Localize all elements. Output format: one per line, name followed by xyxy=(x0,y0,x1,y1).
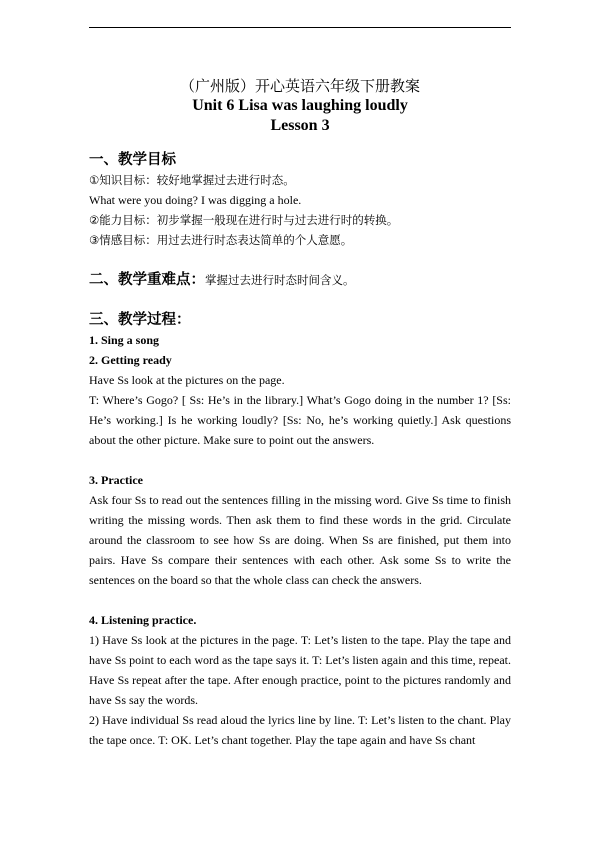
listening-para-2: 2) Have individual Ss read aloud the lyrics line by line. T: Let’s listen to the chant. Play the tape once. T: OK. Let’s chant together. Play the tape again and have Ss chant xyxy=(89,713,511,747)
objective-example: What were you doing? I was digging a hole. xyxy=(89,193,302,207)
objective-ability: ②能力目标：初步掌握一般现在进行时与过去进行时的转换。 xyxy=(89,213,399,227)
key-points-text: 掌握过去进行时态时间含义。 xyxy=(205,273,355,287)
title-lesson: Lesson 3 xyxy=(270,117,330,134)
practice-para: Ask four Ss to read out the sentences filling in the missing word. Give Ss time to finish writing the missing words. Then ask them to find these words in the grid. Circulate around the classroom to see how Ss are doing. When Ss are finished, put them into pairs. Have Ss compare their sentences with each other. Ask some Ss to write the sentences on the board so that the whole class can check the answers. xyxy=(89,493,511,587)
getting-ready-para-1: Have Ss look at the pictures on the page. xyxy=(89,373,285,387)
section-heading-key-points xyxy=(89,270,511,290)
step-getting-ready-title: 2. Getting ready xyxy=(89,353,172,367)
document-body xyxy=(89,150,511,750)
objective-emotion: ③情感目标：用过去进行时态表达简单的个人意愿。 xyxy=(89,233,353,247)
section-heading-objectives: 一、教学目标 xyxy=(89,152,176,168)
step-listening-title: 4. Listening practice. xyxy=(89,613,197,627)
title-chinese: （广州版）开心英语六年级下册教案 xyxy=(179,77,420,95)
objective-knowledge: ①知识目标：较好地掌握过去进行时态。 xyxy=(89,173,295,187)
title-block xyxy=(0,76,600,136)
step-practice-title: 3. Practice xyxy=(89,473,143,487)
section-heading-procedure: 三、教学过程： xyxy=(89,312,191,328)
header-rule xyxy=(89,27,511,28)
listening-para-1: 1) Have Ss look at the pictures in the page. T: Let’s listen to the tape. Play the tape and have Ss point to each word as the tape says it. T: Let’s listen again and this time, repeat. Have Ss repeat after the tape. After enough practice, point to the pictures randomly and have Ss say the words. xyxy=(89,633,511,707)
getting-ready-para-2: T: Where’s Gogo? [ Ss: He’s in the library.] What’s Gogo doing in the number 1? [Ss: He’s working.] Is he working loudly? [Ss: No, he’s working quietly.] Ask questions about the other picture. Make sure to point out the answers. xyxy=(89,393,511,447)
step-sing-song: 1. Sing a song xyxy=(89,333,160,347)
key-points-label: 二、教学重难点： xyxy=(89,272,205,288)
title-unit: Unit 6 Lisa was laughing loudly xyxy=(192,97,408,114)
